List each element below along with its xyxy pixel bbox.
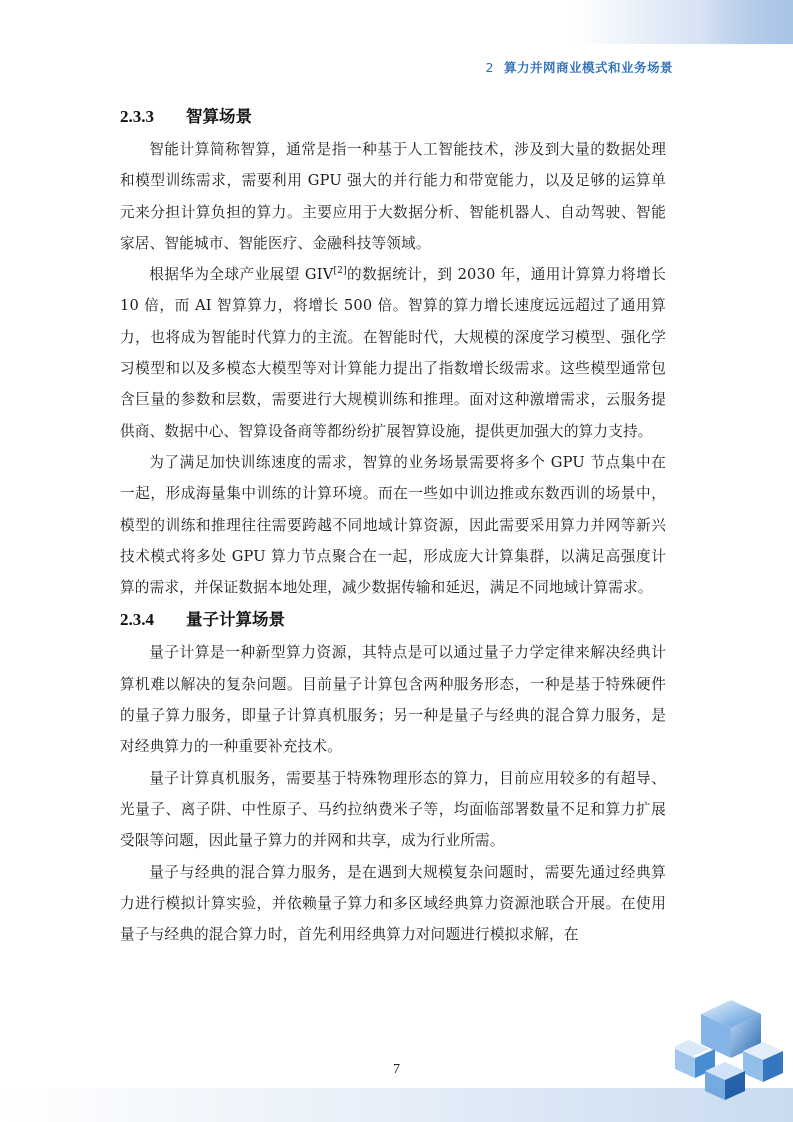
citation-text-after: 的数据统计，到 2030 年，通用计算算力将增长 10 倍，而 AI 智算算力，将增长 500 倍。智算的算力增长速度远远超过了通用算力，也将成为智能时代算力的主流。在智能时代，大规模的深度学习模型、强化学习模型和以及多模态大模型等对计算能力提出了指数增长级需求。这些模型通常包含巨量的参数和层数，需要进行大规模训练和推理。面对这种激增需求，云服务提供商、数据中心、智算设备商等都纷纷扩展智算设施，提供更加强大的算力支持。 bbox=[120, 266, 666, 440]
page-number: 7 bbox=[393, 1062, 400, 1077]
header-chapter-number: 2 bbox=[485, 60, 494, 75]
section-title: 量子计算场景 bbox=[186, 610, 285, 630]
section-number: 2.3.4 bbox=[120, 610, 154, 630]
paragraph: 量子计算真机服务，需要基于特殊物理形态的算力，目前应用较多的有超导、光量子、离子阱、中性原子、马约拉纳费米子等，均面临部署数量不足和算力扩展受限等问题，因此量子算力的并网和共享，成为行业所需。 bbox=[120, 769, 666, 850]
running-header bbox=[486, 58, 673, 76]
section-title: 智算场景 bbox=[186, 107, 252, 126]
paragraph-with-citation bbox=[120, 259, 666, 447]
blue-cube-cluster-icon bbox=[675, 996, 787, 1104]
paragraph: 为了满足加快训练速度的需求，智算的业务场景需要将多个 GPU 节点集中在一起，形成海量集中训练的计算环境。而在一些如中训边推或东数西训的场景中，模型的训练和推理往往需要跨越不同地域计算资源，因此需要采用算力并网等新兴技术模式将多处 GPU 算力节点聚合在一起，形成庞大计算集群，以满足高强度计算的需求，并保证数据本地处理，减少数据传输和延迟，满足不同地域计算需求。 bbox=[120, 453, 666, 597]
paragraph: 量子与经典的混合算力服务，是在遇到大规模复杂问题时，需要先通过经典算力进行模拟计算实验，并依赖量子算力和多区域经典算力资源池联合开展。在使用量子与经典的混合算力时，首先利用经典算力对问题进行模拟求解，在 bbox=[120, 863, 666, 944]
top-right-gradient-band bbox=[573, 0, 793, 44]
paragraph: 量子计算是一种新型算力资源，其特点是可以通过量子力学定律来解决经典计算机难以解决的复杂问题。目前量子计算包含两种服务形态，一种是基于特殊硬件的量子算力服务，即量子计算真机服务；另一种是量子与经典的混合算力服务，是对经典算力的一种重要补充技术。 bbox=[120, 644, 666, 756]
page-body bbox=[120, 100, 666, 950]
header-chapter-title: 算力并网商业模式和业务场景 bbox=[503, 60, 673, 75]
section-heading-2-3-4 bbox=[120, 603, 666, 637]
citation-text-before: 根据华为全球产业展望 GIV bbox=[149, 266, 334, 284]
section-number: 2.3.3 bbox=[120, 107, 154, 126]
citation-ref: [2] bbox=[333, 266, 347, 277]
section-heading-2-3-3 bbox=[120, 100, 666, 134]
paragraph: 智能计算简称智算，通常是指一种基于人工智能技术，涉及到大量的数据处理和模型训练需求，需要利用 GPU 强大的并行能力和带宽能力，以及足够的运算单元来分担计算负担的算力。主要应用于大数据分析、智能机器人、自动驾驶、智能家居、智能城市、智能医疗、金融科技等领域。 bbox=[120, 141, 666, 252]
